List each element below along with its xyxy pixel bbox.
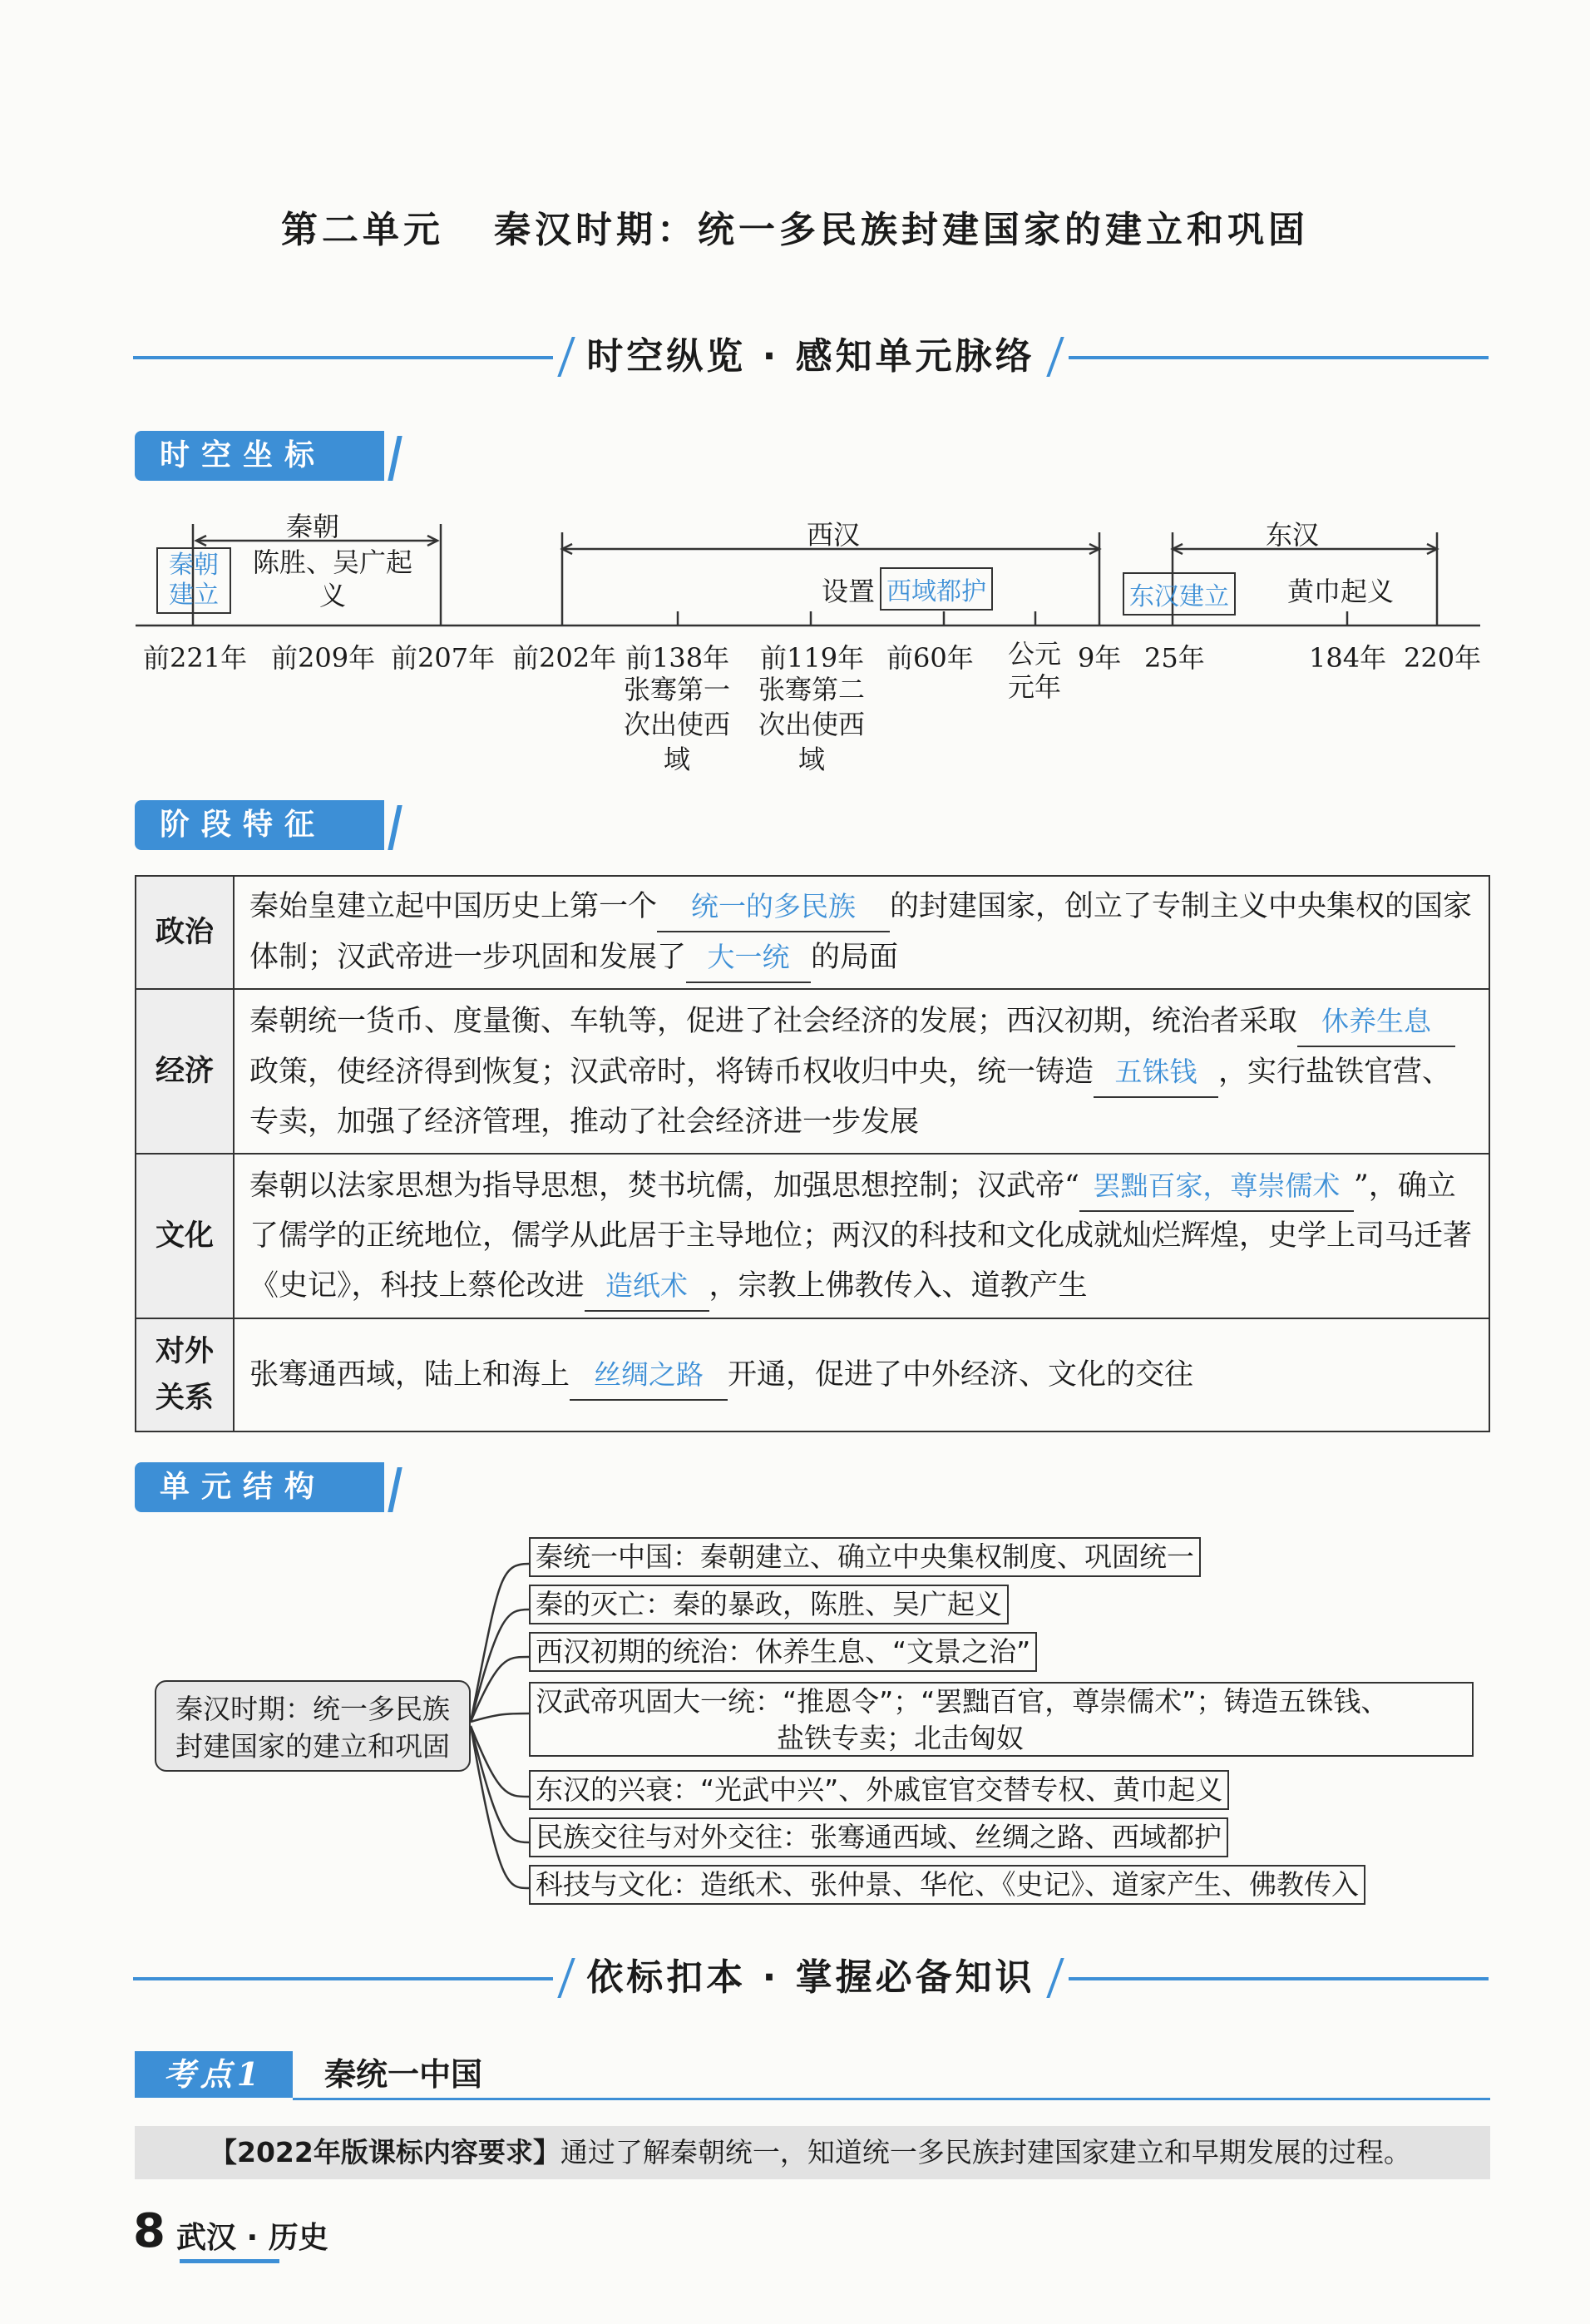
tag-timeline: 时空坐标 bbox=[135, 431, 384, 481]
curriculum-requirement bbox=[135, 2126, 1490, 2179]
kaodian-header bbox=[135, 2051, 1490, 2099]
event-xiyu: 西域都护 bbox=[880, 567, 993, 611]
text-part: ”，确立了儒学的正统地位，儒学从此居于主导地位；两汉的科技和文化成就灿烂辉煌，史学上司马迁著《史记》，科技上蔡伦改进 bbox=[249, 1169, 1473, 1303]
event-huangjin: 黄巾起义 bbox=[1287, 576, 1395, 607]
kaodian-tag: 考点1 bbox=[135, 2051, 293, 2098]
kaodian-underline bbox=[293, 2098, 1490, 2100]
center-line: 秦汉时期：统一多民族 bbox=[175, 1693, 450, 1725]
year-label: 184年 bbox=[1309, 642, 1387, 674]
tag-features: 阶段特征 bbox=[135, 800, 384, 850]
footer-underline bbox=[180, 2259, 279, 2263]
row-content bbox=[234, 989, 1489, 1154]
period-qin: 秦朝 bbox=[286, 511, 340, 542]
fill-blank: 统一的多民族 bbox=[657, 882, 890, 932]
year-label: 前209年 bbox=[271, 642, 376, 674]
banner-title: 依标扣本 · 掌握必备知识 bbox=[553, 1953, 1068, 2003]
banner-title: 时空纵览 · 感知单元脉络 bbox=[553, 332, 1068, 382]
section-banner-knowledge bbox=[133, 1950, 1489, 2008]
fill-blank: 造纸术 bbox=[585, 1261, 709, 1312]
text-part: 开通，促进了中外经济、文化的交往 bbox=[728, 1357, 1194, 1392]
text-part: 秦始皇建立起中国历史上第一个 bbox=[249, 890, 658, 923]
year-label: 9年 bbox=[1078, 642, 1122, 674]
features-table bbox=[135, 875, 1490, 1432]
year-label: 前207年 bbox=[391, 642, 496, 674]
text-part: 秦朝统一货币、度量衡、车轨等，促进了社会经济的发展；西汉初期，统治者采取 bbox=[249, 1004, 1298, 1038]
kaodian-title: 秦统一中国 bbox=[324, 2056, 483, 2093]
text-part: 的封建国家，创立了专制主义中央集权的国家体制；汉武帝进一步巩固和发展了 bbox=[249, 890, 1473, 974]
fill-blank: 休养生息 bbox=[1297, 996, 1455, 1047]
fill-blank: 五铢钱 bbox=[1094, 1047, 1218, 1098]
branch-line: 盐铁专卖；北击匈奴 bbox=[777, 1722, 1024, 1754]
requirement-label: 【2022年版课标内容要求】 bbox=[210, 2136, 560, 2168]
fill-blank: 丝绸之路 bbox=[570, 1350, 728, 1401]
table-row bbox=[136, 1318, 1489, 1431]
row-content bbox=[234, 1318, 1489, 1431]
row-content bbox=[234, 1154, 1489, 1318]
year-label: 220年 bbox=[1404, 642, 1482, 674]
unit-label: 第二单元 bbox=[281, 209, 444, 251]
mindmap-branch: 东汉的兴衰：“光武中兴”、外戚宦官交替专权、黄巾起义 bbox=[529, 1770, 1229, 1810]
period-xihan: 西汉 bbox=[807, 519, 861, 551]
year-label: 公元元年 bbox=[1007, 638, 1061, 703]
branch-line: 汉武帝巩固大一统：“推恩令”；“罢黜百官，尊崇儒术”；铸造五铢钱、 bbox=[536, 1685, 1389, 1718]
mindmap-branch: 秦的灭亡：秦的暴政，陈胜、吴广起义 bbox=[529, 1585, 1009, 1624]
mindmap-branch: 西汉初期的统治：休养生息、“文景之治” bbox=[529, 1632, 1037, 1672]
period-donghan: 东汉 bbox=[1266, 519, 1320, 551]
requirement-text: 通过了解秦朝统一，知道统一多民族封建国家建立和早期发展的过程。 bbox=[560, 2136, 1411, 2168]
center-line: 封建国家的建立和巩固 bbox=[175, 1730, 450, 1763]
year-label: 前138年 bbox=[625, 642, 730, 674]
row-label: 政治 bbox=[136, 876, 234, 989]
event-chensheng: 陈胜、吴广起义 bbox=[252, 546, 412, 611]
text-part: ，实行盐铁官营、专卖，加强了经济管理，推动了社会经济进一步发展 bbox=[249, 1055, 1452, 1139]
mindmap-branch: 科技与文化：造纸术、张仲景、华佗、《史记》、道家产生、佛教传入 bbox=[529, 1865, 1365, 1905]
event-zhangqian-1: 张骞第一次出使西域 bbox=[623, 674, 730, 775]
event-shezhi: 设置 bbox=[822, 576, 876, 607]
row-content bbox=[234, 876, 1489, 989]
mindmap-branch bbox=[529, 1682, 1474, 1757]
year-label: 前60年 bbox=[886, 642, 974, 674]
fill-blank: 罢黜百家，尊崇儒术 bbox=[1079, 1161, 1354, 1212]
year-label: 前221年 bbox=[143, 642, 248, 674]
mindmap-branch: 民族交往与对外交往：张骞通西域、丝绸之路、西域都护 bbox=[529, 1817, 1228, 1857]
table-row bbox=[136, 876, 1489, 989]
event-donghan-build: 东汉建立 bbox=[1123, 572, 1236, 616]
table-row bbox=[136, 989, 1489, 1154]
event-qin-build: 秦朝建立 bbox=[156, 547, 231, 614]
year-label: 前202年 bbox=[512, 642, 617, 674]
text-part: 政策，使经济得到恢复；汉武帝时，将铸币权收归中央，统一铸造 bbox=[249, 1055, 1094, 1089]
text-part: 张骞通西域，陆上和海上 bbox=[249, 1357, 570, 1392]
row-label bbox=[136, 1318, 234, 1431]
table-row bbox=[136, 1154, 1489, 1318]
row-label: 经济 bbox=[136, 989, 234, 1154]
fill-blank: 大一统 bbox=[686, 932, 811, 983]
row-label-text: 对外关系 bbox=[155, 1335, 214, 1415]
unit-heading: 秦汉时期：统一多民族封建国家的建立和巩固 bbox=[494, 209, 1309, 251]
row-label: 文化 bbox=[136, 1154, 234, 1318]
text-part: 的局面 bbox=[811, 941, 899, 974]
page-number: 8 bbox=[133, 2204, 165, 2258]
footer-text: 武汉 · 历史 bbox=[176, 2221, 328, 2255]
mindmap-branch: 秦统一中国：秦朝建立、确立中央集权制度、巩固统一 bbox=[529, 1537, 1201, 1577]
tag-structure: 单元结构 bbox=[135, 1462, 384, 1512]
year-label: 前119年 bbox=[760, 642, 865, 674]
text-part: 秦朝以法家思想为指导思想，焚书坑儒，加强思想控制；汉武帝“ bbox=[249, 1169, 1079, 1203]
section-banner-overview bbox=[133, 329, 1489, 387]
year-label: 25年 bbox=[1144, 642, 1205, 674]
event-zhangqian-2: 张骞第二次出使西域 bbox=[758, 674, 865, 775]
unit-title bbox=[0, 200, 1590, 250]
mindmap-center bbox=[155, 1680, 471, 1772]
text-part: ，宗教上佛教传入、道教产生 bbox=[709, 1268, 1088, 1303]
